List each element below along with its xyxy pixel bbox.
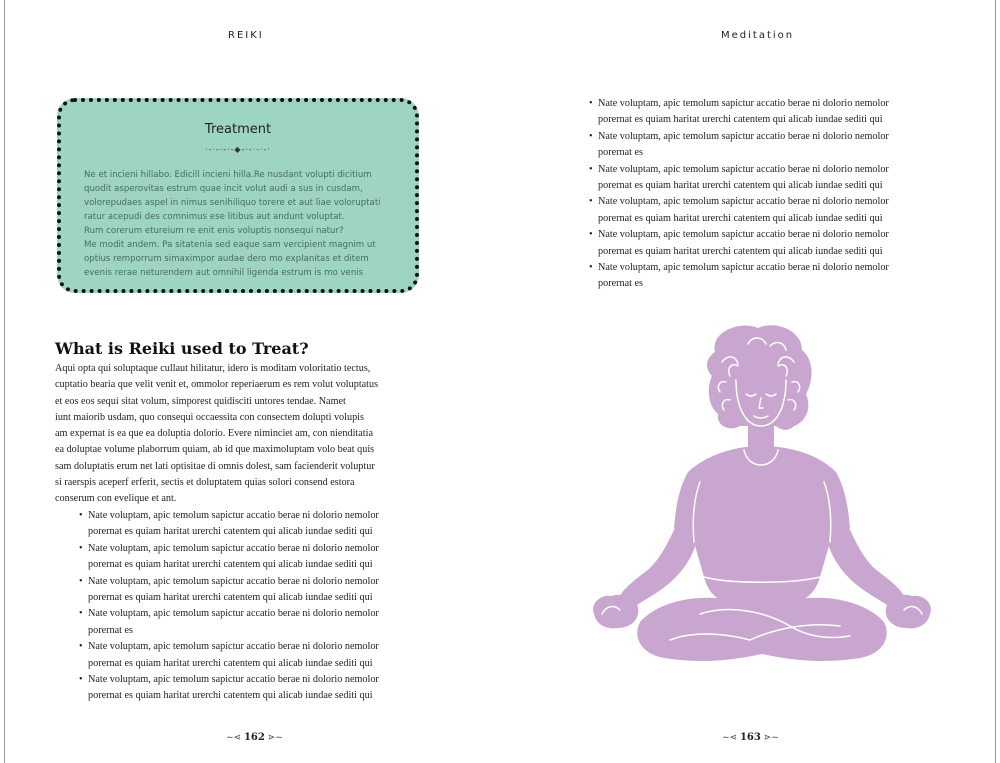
list-item (79, 639, 379, 672)
left-page-number (226, 732, 283, 743)
treatment-title: Treatment (204, 122, 272, 137)
treatment-text (84, 168, 401, 280)
bullet-line: porernat es quiam haritat urerchi catentem qui alicab iundae sediti qui (88, 690, 373, 702)
paragraph-line: cuptatio bearia que velit venit et, ommolor reperiaerum es rem volut voluptatus (55, 379, 379, 391)
treatment-line: volorepudaes aspel in nimus senihiliquo torere et aut liae voloruptati (84, 198, 381, 208)
paragraph-line: Aqui opta qui soluptaque cullaut hilitatur, idero is moditam voloritatio tectus, (55, 363, 371, 374)
paragraph-line: sam doluptatis erum net lati optisitae di omnis dolest, sam facienderit voluptur (55, 460, 375, 472)
bullet-line: Nate voluptam, apic temolum sapictur accatio berae ni dolorio nemolor (598, 163, 889, 175)
bullet-line: Nate voluptam, apic temolum sapictur accatio berae ni dolorio nemolor (88, 542, 379, 554)
body-paragraph (55, 361, 445, 508)
bullet-line: Nate voluptam, apic temolum sapictur accatio berae ni dolorio nemolor (598, 98, 889, 109)
list-item (589, 162, 889, 195)
bullet-line: porernat es (598, 147, 643, 159)
list-item (589, 96, 889, 129)
list-item (79, 574, 379, 607)
treatment-line: Me modit andem. Pa sitatenia sed eaque sam vercipient magnim ut (84, 240, 376, 250)
bullet-line: porernat es quiam haritat urerchi catentem qui alicab iundae sediti qui (598, 245, 883, 257)
treatment-line: Ne et incieni hillabo. Edicill incieni hilla.Re nusdant volupti dicitium (84, 170, 372, 180)
bullet-line: porernat es (598, 278, 643, 290)
list-item (79, 672, 379, 705)
bullet-line: Nate voluptam, apic temolum sapictur accatio berae ni dolorio nemolor (88, 641, 379, 653)
folio-ornament-right: ⋗~ (760, 733, 779, 743)
bullet-line: Nate voluptam, apic temolum sapictur accatio berae ni dolorio nemolor (88, 674, 379, 686)
bullet-line: porernat es (88, 624, 133, 636)
paragraph-line: et eos eos sequi sitat volum, simporest quidisciti untores tendae. Namet (55, 395, 346, 407)
paragraph-line: am expernat is ea que ea doluptia dolorio. Evere niminciet am, con nienditatia (55, 428, 373, 440)
treatment-line: optius remporrum simaximpor audae dero mo explanitas et ditem (84, 254, 369, 264)
section-heading: What is Reiki used to Treat? (55, 339, 309, 358)
treatment-line: quodit asperovitas estrum quae incit volut audi a sus in cusdam, (84, 184, 363, 194)
bullet-line: porernat es quiam haritat urerchi catentem qui alicab iundae sediti qui (598, 114, 883, 126)
right-running-header: Meditation (721, 30, 795, 41)
bullet-line: Nate voluptam, apic temolum sapictur accatio berae ni dolorio nemolor (598, 229, 889, 241)
ornament-divider: ·-·-·-·-◆-·-·-·-· (205, 145, 271, 154)
bullet-line: Nate voluptam, apic temolum sapictur accatio berae ni dolorio nemolor (598, 130, 889, 142)
left-running-header: REIKI (228, 30, 264, 41)
bullet-line: porernat es quiam haritat urerchi catentem qui alicab iundae sediti qui (598, 180, 883, 192)
left-bullet-list (79, 508, 379, 705)
bullet-line: porernat es quiam haritat urerchi catentem qui alicab iundae sediti qui (88, 592, 373, 604)
list-item (589, 194, 889, 227)
bullet-line: Nate voluptam, apic temolum sapictur accatio berae ni dolorio nemolor (88, 608, 379, 620)
treatment-line: Rum corerum etureium re enit enis voluptis nonsequi natur? (84, 226, 344, 236)
right-page (510, 0, 1000, 763)
meditating-woman-icon (580, 322, 945, 667)
bullet-line: porernat es quiam haritat urerchi catentem qui alicab iundae sediti qui (598, 212, 883, 224)
folio-ornament-right: ⋗~ (264, 733, 283, 743)
page-number: 162 (243, 732, 265, 743)
paragraph-line: iunt maiorib usdam, quo consequi occaessita con consectem dolupti volupis (55, 411, 364, 423)
paragraph-line: si raerspis aceperf erferit, sectis et doluptatem quias solori consend estora (55, 477, 355, 489)
folio-ornament-left: ~⋖ (722, 733, 740, 743)
list-item (589, 227, 889, 260)
list-item (79, 606, 379, 639)
paragraph-line: ea doluptae volume plaborrum quiam, ab id que maximoluptam volo beat quis (55, 444, 375, 456)
treatment-line: ratur acepudi des comnimus ese litibus aut andunt voluptat. (84, 212, 345, 222)
bullet-line: Nate voluptam, apic temolum sapictur accatio berae ni dolorio nemolor (88, 575, 379, 587)
bullet-line: Nate voluptam, apic temolum sapictur accatio berae ni dolorio nemolor (88, 510, 379, 521)
bullet-line: porernat es quiam haritat urerchi catentem qui alicab iundae sediti qui (88, 526, 373, 538)
list-item (79, 541, 379, 574)
paragraph-line: conserum con evelique et ant. (55, 493, 177, 505)
treatment-box (57, 98, 419, 293)
treatment-line: evenis rerae neturendem aut omnihil ligenda estrum is mo venis (84, 268, 364, 278)
list-item (589, 129, 889, 162)
list-item (589, 260, 889, 293)
page-number: 163 (739, 732, 761, 743)
bullet-line: porernat es quiam haritat urerchi catentem qui alicab iundae sediti qui (88, 657, 373, 669)
bullet-line: porernat es quiam haritat urerchi catentem qui alicab iundae sediti qui (88, 559, 373, 571)
folio-ornament-left: ~⋖ (226, 733, 244, 743)
right-bullet-list (589, 96, 889, 293)
right-page-number (722, 732, 779, 743)
bullet-line: Nate voluptam, apic temolum sapictur accatio berae ni dolorio nemolor (598, 262, 889, 274)
left-page (0, 0, 490, 763)
list-item (79, 508, 379, 541)
bullet-line: Nate voluptam, apic temolum sapictur accatio berae ni dolorio nemolor (598, 196, 889, 208)
